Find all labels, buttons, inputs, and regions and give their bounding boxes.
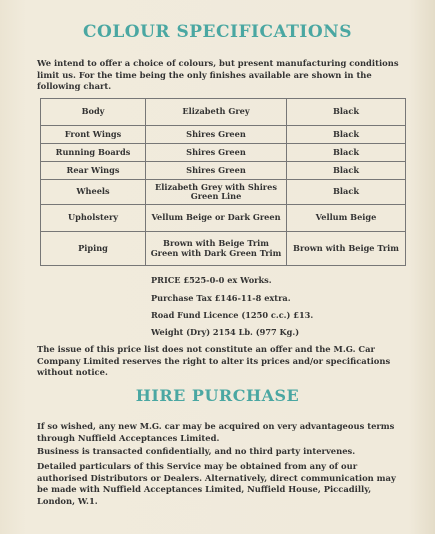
table-cell: Front Wings bbox=[41, 126, 146, 144]
table-row bbox=[41, 126, 406, 144]
table-cell: Rear Wings bbox=[41, 162, 146, 180]
table-row bbox=[41, 232, 406, 266]
table-cell: Shires Green bbox=[146, 126, 287, 144]
table-row bbox=[41, 144, 406, 162]
table-cell: Body bbox=[41, 99, 146, 126]
hire-paragraph: Business is transacted confidentially, and no third party intervenes. bbox=[37, 446, 356, 456]
table-row bbox=[41, 180, 406, 205]
table-cell: Wheels bbox=[41, 180, 146, 205]
table-cell: Upholstery bbox=[41, 205, 146, 232]
weight-line: Weight (Dry) 2154 Lb. (977 Kg.) bbox=[151, 327, 300, 337]
colour-specifications-heading: COLOUR SPECIFICATIONS bbox=[82, 22, 352, 42]
table-cell: Black bbox=[287, 126, 406, 144]
table-cell: Black bbox=[287, 180, 406, 205]
price-line: PRICE £525-0-0 ex Works. bbox=[151, 275, 272, 285]
table-cell: Shires Green bbox=[146, 162, 287, 180]
purchase-tax-line: Purchase Tax £146-11-8 extra. bbox=[151, 293, 291, 303]
table-cell: Running Boards bbox=[41, 144, 146, 162]
table-cell: Brown with Beige Trim Green with Dark Green Trim bbox=[146, 232, 287, 266]
table-cell: Vellum Beige bbox=[287, 205, 406, 232]
table-cell: Brown with Beige Trim bbox=[287, 232, 406, 266]
hire-paragraph: Detailed particulars of this Service may be obtained from any of our authorised Distributors or Dealers. Alternatively, direct communication may be made with Nuffield Acceptances Limited, Nuffield House, Piccadilly, London, W.1. bbox=[37, 461, 396, 506]
table-row bbox=[41, 205, 406, 232]
table-cell: Elizabeth Grey bbox=[146, 99, 287, 126]
road-fund-licence-line: Road Fund Licence (1250 c.c.) £13. bbox=[151, 310, 314, 320]
table-cell: Black bbox=[287, 144, 406, 162]
table-cell: Elizabeth Grey with Shires Green Line bbox=[146, 180, 287, 205]
table-row bbox=[41, 162, 406, 180]
table-cell: Shires Green bbox=[146, 144, 287, 162]
table-cell: Vellum Beige or Dark Green bbox=[146, 205, 287, 232]
hire-purchase-heading: HIRE PURCHASE bbox=[135, 386, 300, 405]
intro-paragraph: We intend to offer a choice of colours, but present manufacturing conditions limit us. For the time being the only finishes available are shown in the following chart. bbox=[37, 58, 399, 91]
table-row bbox=[41, 99, 406, 126]
table-cell: Piping bbox=[41, 232, 146, 266]
notice-paragraph: The issue of this price list does not constitute an offer and the M.G. Car Company Limited reserves the right to alter its prices and/or specifications without notice. bbox=[37, 344, 391, 377]
table-cell: Black bbox=[287, 99, 406, 126]
colour-table bbox=[40, 98, 406, 266]
table-cell: Black bbox=[287, 162, 406, 180]
hire-paragraph: If so wished, any new M.G. car may be acquired on very advantageous terms through Nuffield Acceptances Limited. bbox=[37, 421, 395, 443]
